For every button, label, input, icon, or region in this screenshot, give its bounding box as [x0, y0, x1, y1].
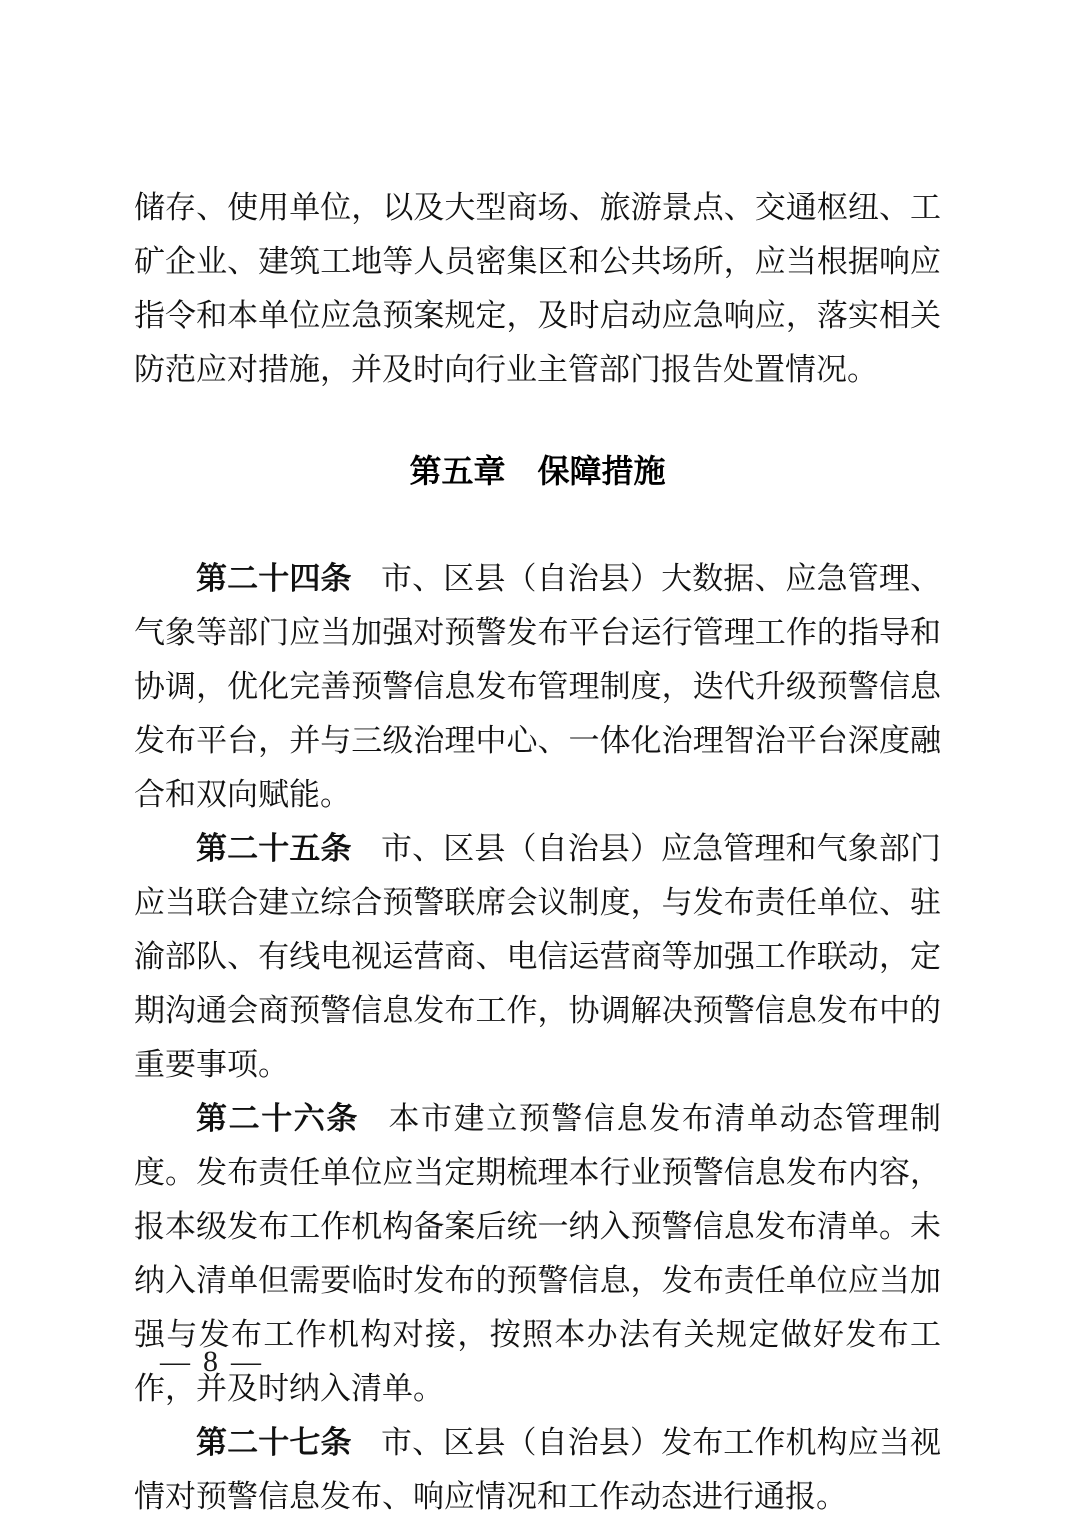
document-page-content: [134, 181, 941, 1524]
article-27: [134, 1416, 941, 1524]
continuation-paragraph: 储存、使用单位，以及大型商场、旅游景点、交通枢纽、工矿企业、建筑工地等人员密集区和公共场所，应当根据响应指令和本单位应急预案规定，及时启动应急响应，落实相关防范应对措施，并及时向行业主管部门报告处置情况。: [134, 190, 941, 387]
article-24: [134, 552, 941, 822]
article-27-text: 市、区县（自治县）发布工作机构应当视情对预警信息发布、响应情况和工作动态进行通报。: [134, 1425, 942, 1514]
article-27-number: 第二十七条: [196, 1425, 352, 1460]
article-26-text: 本市建立预警信息发布清单动态管理制度。发布责任单位应当定期梳理本行业预警信息发布内容，报本级发布工作机构备案后统一纳入预警信息发布清单。未纳入清单但需要临时发布的预警信息，发布责任单位应当加强与发布工作机构对接，按照本办法有关规定做好发布工作，并及时纳入清单。: [134, 1101, 942, 1406]
article-25: [134, 822, 941, 1092]
article-25-text: 市、区县（自治县）应急管理和气象部门应当联合建立综合预警联席会议制度，与发布责任单位、驻渝部队、有线电视运营商、电信运营商等加强工作联动，定期沟通会商预警信息发布工作，协调解决预警信息发布中的重要事项。: [134, 831, 942, 1082]
chapter-heading: 第五章 保障措施: [409, 453, 666, 489]
footer-right-dash: —: [231, 1345, 261, 1378]
article-24-number: 第二十四条: [196, 561, 352, 596]
article-24-text: 市、区县（自治县）大数据、应急管理、气象等部门应当加强对预警发布平台运行管理工作的指导和协调，优化完善预警信息发布管理制度，迭代升级预警信息发布平台，并与三级治理中心、一体化治理智治平台深度融合和双向赋能。: [134, 561, 942, 812]
footer-left-dash: —: [160, 1345, 190, 1378]
page-number: 8: [203, 1345, 218, 1378]
article-25-number: 第二十五条: [196, 831, 352, 866]
page-footer: [160, 1342, 261, 1382]
article-26-number: 第二十六条: [196, 1101, 359, 1136]
